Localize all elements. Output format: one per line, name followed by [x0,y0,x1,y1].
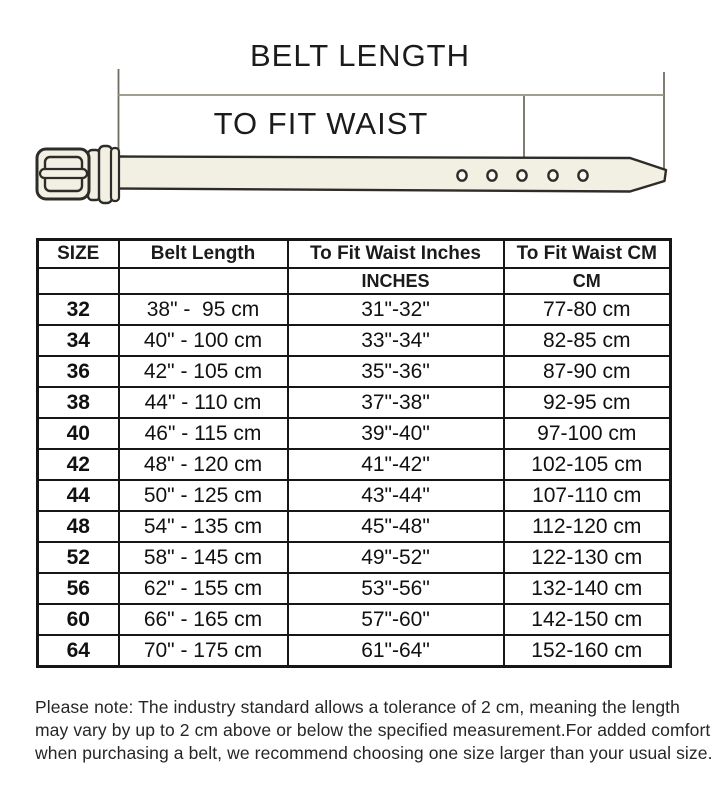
cell-belt-length: 50" - 125 cm [119,480,288,511]
table-row [38,294,671,325]
cell-size: 44 [38,480,119,511]
cell-waist-cm: 92-95 cm [504,387,671,418]
cell-waist-inches: 43"-44" [288,480,504,511]
cell-belt-length: 40" - 100 cm [119,325,288,356]
cell-belt-length: 66" - 165 cm [119,604,288,635]
cell-waist-cm: 122-130 cm [504,542,671,573]
cell-size: 64 [38,635,119,667]
belt-keeper [88,146,119,203]
table-row [38,511,671,542]
cell-size: 40 [38,418,119,449]
tolerance-note: Please note: The industry standard allows a tolerance of 2 cm, meaning the length may vary by up to 2 cm above or below the specified measurement.For added comfort when purchasing a belt, we recommend choosing one size larger than your usual size. [35,697,713,764]
col-header-size: SIZE [38,240,119,269]
cell-waist-inches: 33"-34" [288,325,504,356]
table-row [38,480,671,511]
cell-size: 60 [38,604,119,635]
col-header-belt-length: Belt Length [119,240,288,269]
belt-diagram [0,0,720,230]
cell-belt-length: 54" - 135 cm [119,511,288,542]
subheader-inches: INCHES [288,268,504,294]
cell-size: 36 [38,356,119,387]
cell-waist-cm: 82-85 cm [504,325,671,356]
table-row [38,387,671,418]
cell-belt-length: 44" - 110 cm [119,387,288,418]
subheader-row [38,268,671,294]
cell-belt-length: 38" - 95 cm [119,294,288,325]
size-table [36,238,672,668]
subheader-cm: CM [504,268,671,294]
col-header-waist-cm: To Fit Waist CM [504,240,671,269]
cell-size: 48 [38,511,119,542]
col-header-waist-inches: To Fit Waist Inches [288,240,504,269]
cell-waist-cm: 132-140 cm [504,573,671,604]
cell-waist-cm: 107-110 cm [504,480,671,511]
cell-waist-cm: 87-90 cm [504,356,671,387]
cell-waist-cm: 112-120 cm [504,511,671,542]
table-row [38,325,671,356]
cell-waist-inches: 35"-36" [288,356,504,387]
cell-waist-inches: 41"-42" [288,449,504,480]
subheader-blank-2 [119,268,288,294]
cell-belt-length: 58" - 145 cm [119,542,288,573]
table-row [38,356,671,387]
table-row [38,449,671,480]
cell-waist-inches: 31"-32" [288,294,504,325]
table-row [38,418,671,449]
cell-size: 42 [38,449,119,480]
table-row [38,604,671,635]
cell-waist-cm: 152-160 cm [504,635,671,667]
cell-waist-cm: 102-105 cm [504,449,671,480]
cell-size: 32 [38,294,119,325]
cell-waist-cm: 77-80 cm [504,294,671,325]
belt-buckle-icon [37,149,89,199]
cell-size: 34 [38,325,119,356]
header-row [38,240,671,269]
cell-size: 56 [38,573,119,604]
belt-length-label: BELT LENGTH [249,38,471,73]
cell-waist-inches: 61"-64" [288,635,504,667]
cell-belt-length: 46" - 115 cm [119,418,288,449]
cell-size: 52 [38,542,119,573]
to-fit-waist-label: TO FIT WAIST [213,106,429,141]
cell-waist-inches: 53"-56" [288,573,504,604]
subheader-blank-1 [38,268,119,294]
cell-waist-inches: 39"-40" [288,418,504,449]
cell-size: 38 [38,387,119,418]
cell-belt-length: 48" - 120 cm [119,449,288,480]
cell-waist-cm: 142-150 cm [504,604,671,635]
table-row [38,573,671,604]
cell-waist-inches: 45"-48" [288,511,504,542]
table-row [38,635,671,667]
table-row [38,542,671,573]
cell-waist-inches: 37"-38" [288,387,504,418]
cell-waist-cm: 97-100 cm [504,418,671,449]
cell-waist-inches: 57"-60" [288,604,504,635]
cell-belt-length: 62" - 155 cm [119,573,288,604]
cell-belt-length: 70" - 175 cm [119,635,288,667]
cell-waist-inches: 49"-52" [288,542,504,573]
cell-belt-length: 42" - 105 cm [119,356,288,387]
